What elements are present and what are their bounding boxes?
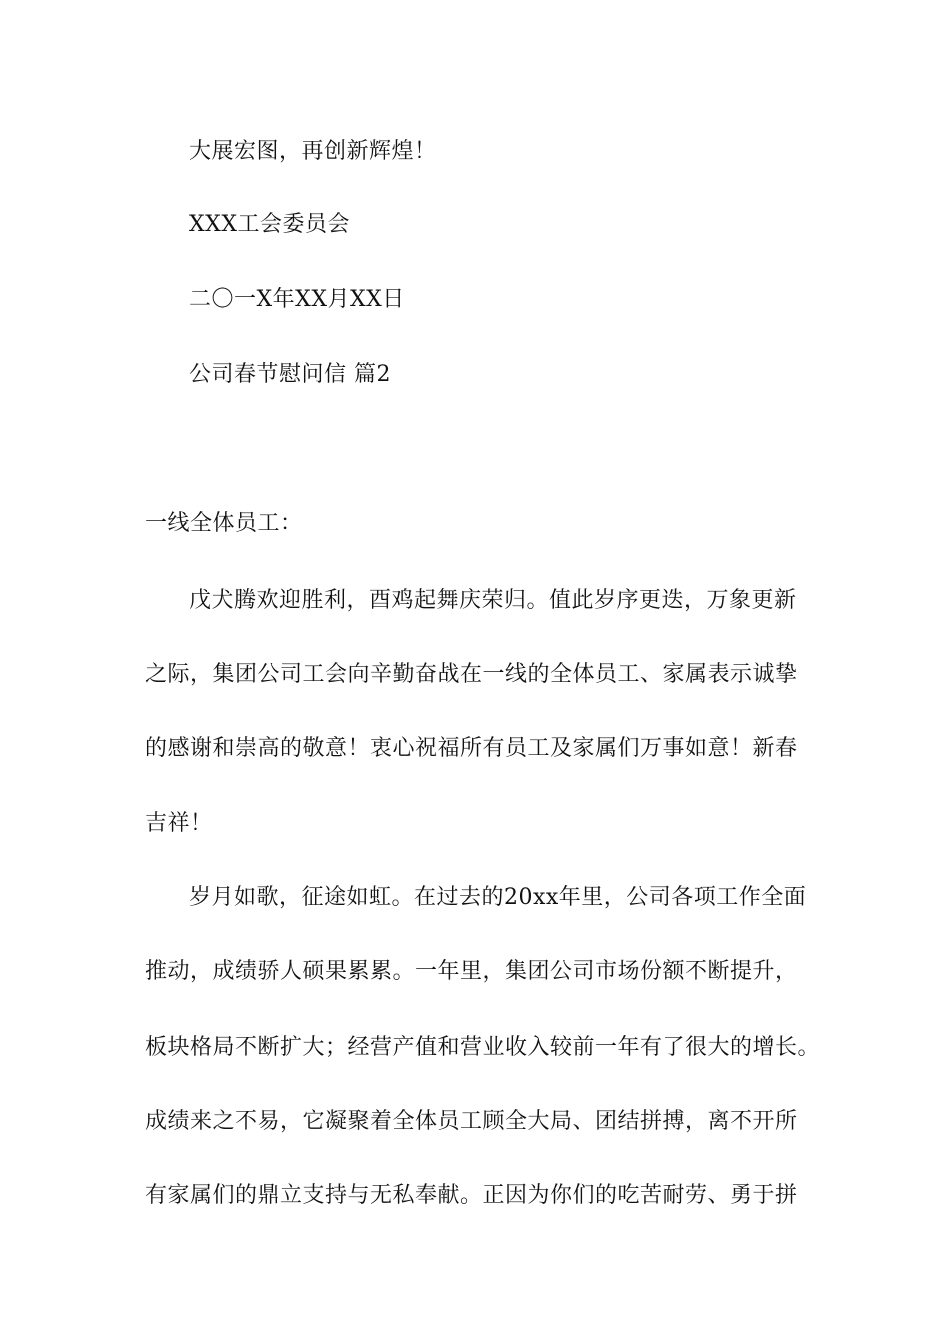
body-line: 推动，成绩骄人硕果累累。一年里，集团公司市场份额不断提升， — [145, 959, 798, 984]
body-line: 之际，集团公司工会向辛勤奋战在一线的全体员工、家属表示诚挚 — [145, 662, 798, 687]
body-line: 戊犬腾欢迎胜利，酉鸡起舞庆荣归。值此岁序更迭，万象更新 — [189, 588, 797, 613]
body-line: 板块格局不断扩大；经营产值和营业收入较前一年有了很大的增长。 — [145, 1035, 821, 1060]
body-line: 的感谢和崇高的敬意！衷心祝福所有员工及家属们万事如意！新春 — [145, 736, 798, 761]
letter-heading: 公司春节慰问信 篇2 — [189, 362, 391, 387]
body-line: 岁月如歌，征途如虹。在过去的20xx年里，公司各项工作全面 — [189, 885, 807, 910]
salutation: 一线全体员工： — [145, 511, 303, 536]
signature-line: XXX工会委员会 — [189, 212, 350, 237]
closing-line: 大展宏图，再创新辉煌！ — [189, 139, 437, 164]
body-line: 吉祥！ — [145, 811, 213, 836]
date-line: 二〇一X年XX月XX日 — [189, 287, 405, 312]
body-line: 成绩来之不易，它凝聚着全体员工顾全大局、团结拼搏，离不开所 — [145, 1109, 798, 1134]
body-line: 有家属们的鼎立支持与无私奉献。正因为你们的吃苦耐劳、勇于拼 — [145, 1183, 798, 1208]
